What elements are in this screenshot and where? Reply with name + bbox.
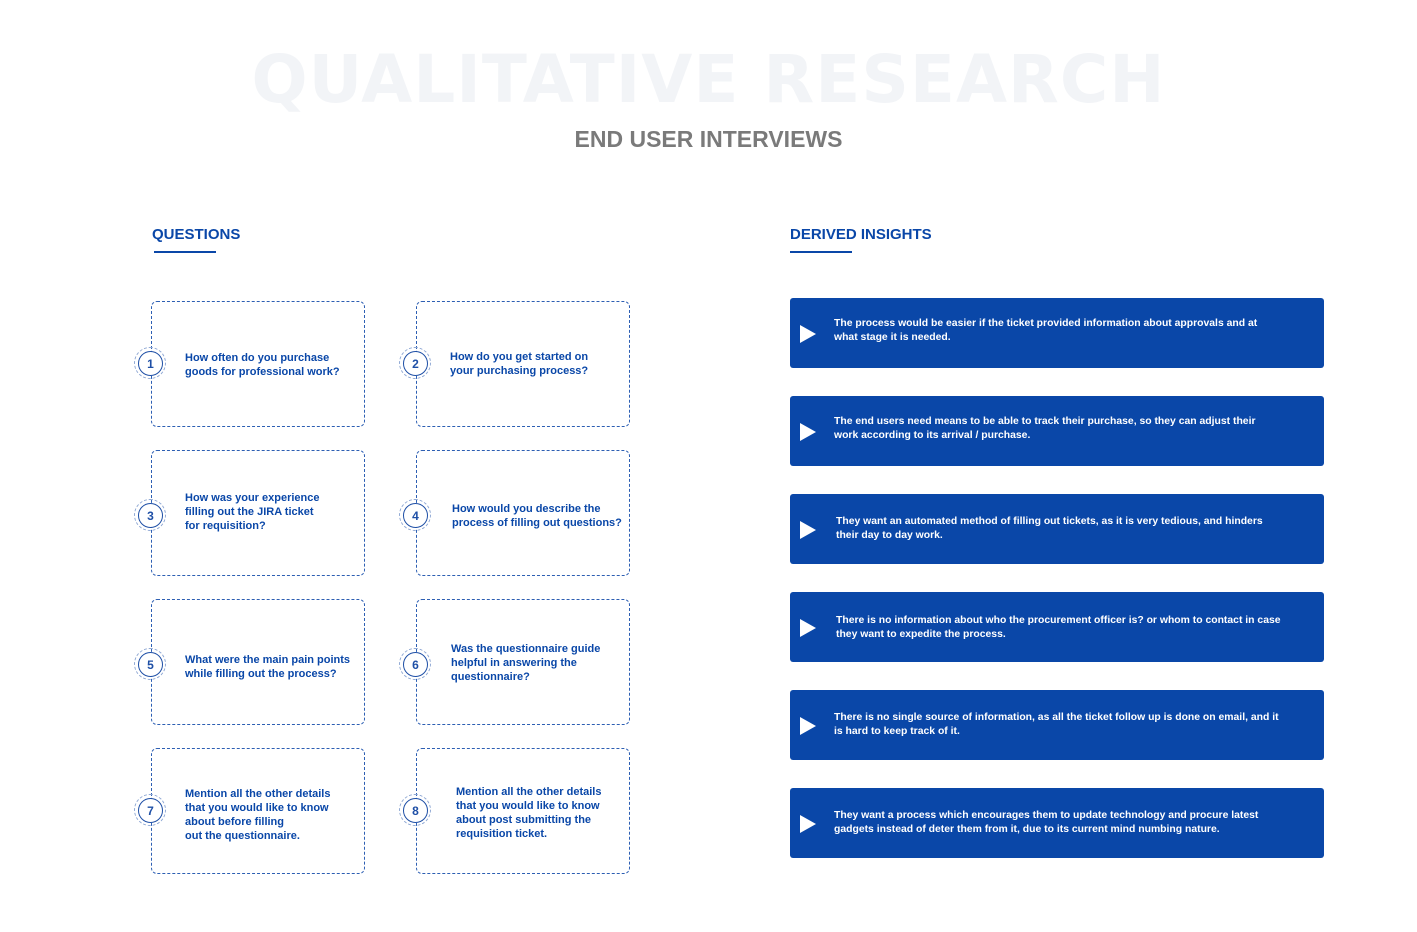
insight-card-6: [790, 788, 1324, 858]
insights-heading: DERIVED INSIGHTS: [790, 226, 932, 243]
question-number-badge: 6: [403, 652, 428, 677]
insight-card-5: [790, 690, 1324, 760]
question-number-badge: 8: [403, 798, 428, 823]
insight-text: There is no single source of information, as all the ticket follow up is done on email, and it is hard to keep track of it.: [834, 712, 1279, 737]
insight-text: They want a process which encourages them to update technology and procure latest gadgets instead of deter them from it, due to its current mind numbing nature.: [834, 810, 1259, 835]
question-text: How was your experience filling out the JIRA ticket for requisition?: [185, 492, 320, 532]
questions-heading-underline: [154, 251, 216, 253]
play-icon: [800, 325, 816, 343]
play-icon: [800, 423, 816, 441]
question-number-badge: 1: [138, 351, 163, 376]
insight-text: The end users need means to be able to track their purchase, so they can adjust their work according to its arrival / purchase.: [834, 416, 1256, 441]
question-text: How often do you purchase goods for professional work?: [185, 352, 340, 378]
play-icon: [800, 521, 816, 539]
insight-card-1: [790, 298, 1324, 368]
page-watermark-title: QUALITATIVE RESEARCH: [251, 41, 1166, 118]
question-text: What were the main pain points while filling out the process?: [185, 654, 351, 680]
question-text: Mention all the other details that you would like to know about before filling out the questionnaire.: [185, 788, 331, 842]
insight-text: They want an automated method of filling out tickets, as it is very tedious, and hinders their day to day work.: [836, 516, 1263, 541]
questions-heading: QUESTIONS: [152, 226, 241, 243]
question-number-badge: 5: [138, 652, 163, 677]
question-text: Mention all the other details that you would like to know about post submitting the requisition ticket.: [456, 786, 602, 840]
play-icon: [800, 815, 816, 833]
question-number-badge: 2: [403, 351, 428, 376]
question-number-badge: 4: [403, 503, 428, 528]
page-subtitle: END USER INTERVIEWS: [574, 126, 843, 152]
question-text: Was the questionnaire guide helpful in answering the questionnaire?: [451, 643, 601, 683]
insights-heading-underline: [790, 251, 852, 253]
insight-card-4: [790, 592, 1324, 662]
play-icon: [800, 717, 816, 735]
insight-text: The process would be easier if the ticket provided information about approvals and at what stage it is needed.: [834, 318, 1258, 343]
question-number-badge: 7: [138, 798, 163, 823]
insight-text: There is no information about who the procurement officer is? or whom to contact in case they want to expedite the process.: [836, 615, 1281, 640]
insight-card-2: [790, 396, 1324, 466]
question-text: How do you get started on your purchasing process?: [450, 351, 589, 377]
play-icon: [800, 619, 816, 637]
insight-card-3: [790, 494, 1324, 564]
question-number-badge: 3: [138, 503, 163, 528]
question-text: How would you describe the process of filling out questions?: [452, 503, 622, 529]
